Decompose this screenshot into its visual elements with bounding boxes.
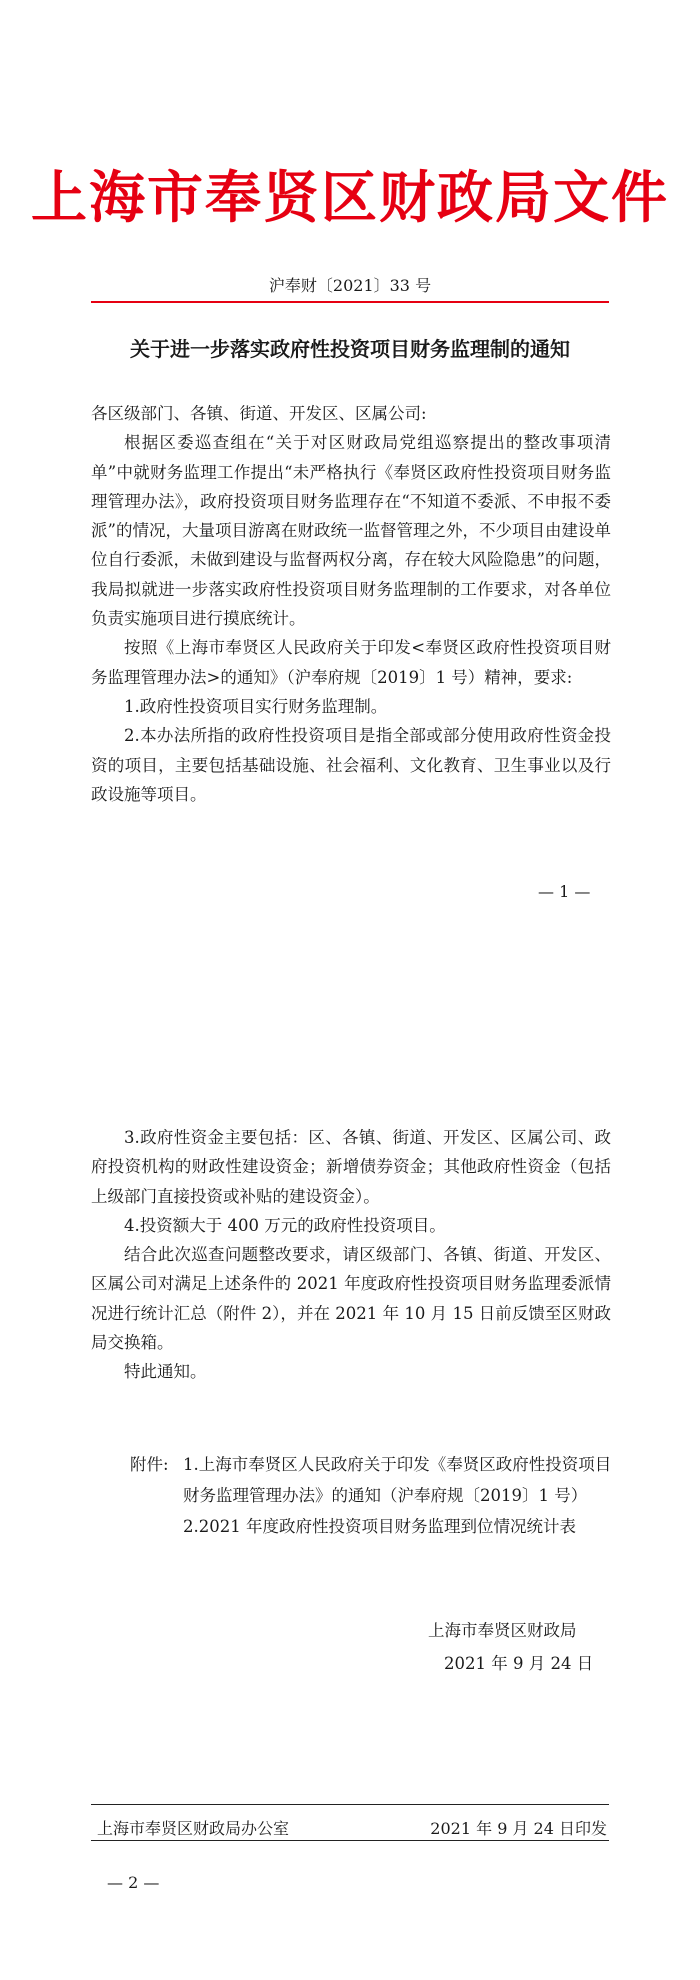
footer-print-date: 2021 年 9 月 24 日印发 (430, 1819, 607, 1838)
signatory: 上海市奉贤区财政局 (428, 1621, 577, 1640)
salutation: 各区级部门、各镇、街道、开发区、区属公司: (91, 404, 427, 423)
page-number-1: — 1 — (538, 882, 591, 901)
requirement-item-2: 2.本办法所指的政府性投资项目是指全部或部分使用政府性资金投资的项目，主要包括基础设施、社会福利、文化教育、卫生事业以及行政设施等项目。 (91, 726, 611, 804)
closing-phrase: 特此通知。 (124, 1362, 207, 1382)
paragraph-basis: 按照《上海市奉贤区人民政府关于印发<奉贤区政府性投资项目财务监理管理办法>的通知》（沪奉府规〔2019〕1 号）精神，要求: (91, 638, 611, 687)
footer-top-rule (91, 1804, 609, 1805)
footer-print-info (97, 1816, 607, 1839)
attachments-block (130, 1449, 620, 1542)
attachment-item-1: 1.上海市奉贤区人民政府关于印发《奉贤区政府性投资项目财务监理管理办法》的通知（沪奉府规〔2019〕1 号） (183, 1455, 612, 1505)
footer-bottom-rule (91, 1840, 609, 1841)
page2-body (91, 1123, 611, 1387)
footer-office: 上海市奉贤区财政局办公室 (97, 1819, 290, 1838)
document-number: 沪奉财〔2021〕33 号 (268, 276, 432, 295)
attachment-item-2: 2.2021 年度政府性投资项目财务监理到位情况统计表 (183, 1517, 576, 1536)
page1-body (91, 399, 611, 809)
header-red-divider (91, 301, 609, 303)
attachments-label: 附件: (130, 1455, 169, 1474)
requirement-item-3: 3.政府性资金主要包括：区、各镇、街道、开发区、区属公司、政府投资机构的财政性建设资金；新增债券资金；其他政府性资金（包括上级部门直接投资或补贴的建设资金）。 (91, 1128, 611, 1206)
paragraph-background: 根据区委巡查组在“关于对区财政局党组巡察提出的整改事项清单”中就财务监理工作提出“未严格执行《奉贤区政府性投资项目财务监理管理办法》，政府投资项目财务监理存在“不知道不委派、不申报不委派”的情况，大量项目游离在财政统一监督管理之外，不少项目由建设单位自行委派，未做到建设与监督两权分离，存在较大风险隐患”的问题，我局拟就进一步落实政府性投资项目财务监理制的工作要求，对各单位负责实施项目进行摸底统计。 (91, 433, 611, 629)
requirement-item-4: 4.投资额大于 400 万元的政府性投资项目。 (124, 1215, 446, 1235)
requirement-item-1: 1.政府性投资项目实行财务监理制。 (124, 696, 388, 716)
agency-header-title: 上海市奉贤区财政局文件 (31, 165, 669, 231)
signature-date: 2021 年 9 月 24 日 (444, 1654, 594, 1673)
notice-title: 关于进一步落实政府性投资项目财务监理制的通知 (130, 337, 570, 361)
paragraph-instructions: 结合此次巡查问题整改要求，请区级部门、各镇、街道、开发区、区属公司对满足上述条件的 2021 年度政府性投资项目财务监理委派情况进行统计汇总（附件 2），并在 2021 年 10 月 15 日前反馈至区财政局交换箱。 (91, 1245, 611, 1353)
page-number-2: — 2 — (107, 1873, 160, 1892)
